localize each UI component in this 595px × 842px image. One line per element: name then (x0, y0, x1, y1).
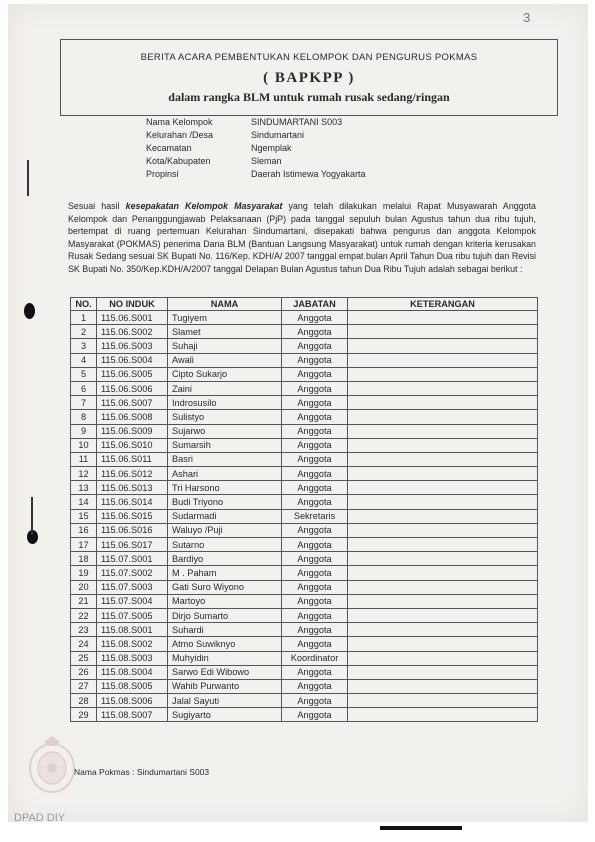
cell-no: 14 (71, 495, 97, 509)
cell-keterangan (348, 339, 538, 353)
cell-jabatan: Anggota (282, 608, 348, 622)
cell-no-induk: 115.08.S004 (97, 665, 168, 679)
table-row (71, 325, 538, 339)
cell-jabatan: Anggota (282, 523, 348, 537)
cell-keterangan (348, 396, 538, 410)
cell-jabatan: Anggota (282, 594, 348, 608)
cell-keterangan (348, 623, 538, 637)
paragraph-text: yang telah dilakukan melalui Rapat Musyawarah Anggota Kelompok dan Penanggungjawab Pelaksanaan (PjP) pada tanggal sepuluh bulan Agustus tahun dua ribu tujuh, bertempat di ruang pertemuan Kelurahan Sindumartani, disepakati bahwa pengurus dan anggota Kelompok Masyarakat (POKMAS) penerima Dana BLM (Bantuan Langsung Masyarakat) untuk rumah dengan kriteria kerusakan Rusak Sedang sesuai SK Bupati No. 116/Kep. KDH/A/ 2007 tanggal empat bulan April Tahun Dua ribu tujuh dan Revisi SK Bupati No. 350/Kep.KDH/A/2007 tanggal Delapan Bulan Agustus tahun Dua Ribu Tujuh adalah sebagai berikut : (68, 201, 536, 274)
cell-jabatan: Anggota (282, 580, 348, 594)
info-value: Daerah Istimewa Yogyakarta (251, 169, 366, 179)
title-line-2: ( BAPKPP ) (263, 70, 355, 86)
table-row (71, 552, 538, 566)
cell-nama: Gati Suro Wiyono (168, 580, 282, 594)
cell-no: 20 (71, 580, 97, 594)
cell-keterangan (348, 424, 538, 438)
cell-nama: Suhaji (168, 339, 282, 353)
cell-no-induk: 115.07.S002 (97, 566, 168, 580)
cell-no: 18 (71, 552, 97, 566)
cell-nama: Awali (168, 353, 282, 367)
cell-no-induk: 115.08.S006 (97, 694, 168, 708)
cell-jabatan: Anggota (282, 381, 348, 395)
cell-no-induk: 115.06.S012 (97, 467, 168, 481)
cell-jabatan: Anggota (282, 396, 348, 410)
cell-jabatan: Anggota (282, 424, 348, 438)
group-info (146, 116, 366, 181)
cell-jabatan: Anggota (282, 566, 348, 580)
cell-nama: Martoyo (168, 594, 282, 608)
table-row (71, 608, 538, 622)
cell-nama: Basri (168, 452, 282, 466)
header-no-induk: NO INDUK (97, 298, 168, 311)
cell-keterangan (348, 353, 538, 367)
cell-no-induk: 115.06.S007 (97, 396, 168, 410)
cell-no: 19 (71, 566, 97, 580)
cell-keterangan (348, 566, 538, 580)
cell-nama: Indrosusilo (168, 396, 282, 410)
cell-no-induk: 115.06.S005 (97, 367, 168, 381)
cell-no-induk: 115.06.S010 (97, 438, 168, 452)
header-no: NO. (71, 298, 97, 311)
punch-hole (24, 303, 35, 319)
table-row (71, 452, 538, 466)
cell-nama: Zaini (168, 381, 282, 395)
cell-jabatan: Anggota (282, 339, 348, 353)
title-box (60, 39, 558, 116)
cell-nama: Wahib Purwanto (168, 679, 282, 693)
cell-no: 2 (71, 325, 97, 339)
info-value: Sleman (251, 156, 282, 166)
cell-no: 16 (71, 523, 97, 537)
cell-jabatan: Anggota (282, 481, 348, 495)
cell-jabatan: Anggota (282, 694, 348, 708)
cell-jabatan: Anggota (282, 708, 348, 722)
cell-no-induk: 115.07.S003 (97, 580, 168, 594)
cell-jabatan: Anggota (282, 467, 348, 481)
info-value: SINDUMARTANI S003 (251, 117, 343, 127)
info-label: Kecamatan (146, 143, 192, 153)
cell-no: 21 (71, 594, 97, 608)
cell-keterangan (348, 580, 538, 594)
cell-nama: Tri Harsono (168, 481, 282, 495)
cell-no: 25 (71, 651, 97, 665)
cell-nama: Sulistyo (168, 410, 282, 424)
cell-keterangan (348, 467, 538, 481)
cell-no-induk: 115.06.S011 (97, 452, 168, 466)
cell-jabatan: Anggota (282, 495, 348, 509)
cell-nama: Sarwo Edi Wibowo (168, 665, 282, 679)
cell-keterangan (348, 509, 538, 523)
table-row (71, 467, 538, 481)
table-row (71, 523, 538, 537)
info-label: Propinsi (146, 169, 179, 179)
cell-jabatan: Anggota (282, 637, 348, 651)
cell-no-induk: 115.06.S006 (97, 381, 168, 395)
members-table (70, 297, 538, 722)
cell-keterangan (348, 679, 538, 693)
cell-no-induk: 115.06.S009 (97, 424, 168, 438)
cell-nama: Slamet (168, 325, 282, 339)
cell-no-induk: 115.06.S008 (97, 410, 168, 424)
cell-keterangan (348, 481, 538, 495)
table-row (71, 594, 538, 608)
cell-no-induk: 115.06.S017 (97, 538, 168, 552)
cell-no: 4 (71, 353, 97, 367)
cell-jabatan: Anggota (282, 552, 348, 566)
cell-keterangan (348, 538, 538, 552)
paragraph-text: Sesuai hasil (68, 201, 126, 211)
cell-no: 15 (71, 509, 97, 523)
cell-jabatan: Anggota (282, 353, 348, 367)
table-header-row (71, 298, 538, 311)
cell-keterangan (348, 552, 538, 566)
cell-nama: Budi Triyono (168, 495, 282, 509)
cell-no-induk: 115.06.S001 (97, 311, 168, 325)
cell-no: 11 (71, 452, 97, 466)
cell-no-induk: 115.08.S002 (97, 637, 168, 651)
cell-nama: Muhyidin (168, 651, 282, 665)
cell-jabatan: Anggota (282, 325, 348, 339)
cell-jabatan: Anggota (282, 452, 348, 466)
info-row (146, 116, 366, 129)
cell-nama: Dirjo Sumarto (168, 608, 282, 622)
header-nama: NAMA (168, 298, 282, 311)
info-value: Ngemplak (251, 143, 292, 153)
cell-no: 5 (71, 367, 97, 381)
info-label: Nama Kelompok (146, 117, 213, 127)
cell-jabatan: Anggota (282, 410, 348, 424)
cell-nama: Suhardi (168, 623, 282, 637)
header-jabatan: JABATAN (282, 298, 348, 311)
cell-no-induk: 115.08.S001 (97, 623, 168, 637)
cell-jabatan: Anggota (282, 679, 348, 693)
cell-jabatan: Anggota (282, 665, 348, 679)
cell-no-induk: 115.08.S007 (97, 708, 168, 722)
table-row (71, 481, 538, 495)
cell-no: 17 (71, 538, 97, 552)
cell-no: 9 (71, 424, 97, 438)
cell-no-induk: 115.07.S001 (97, 552, 168, 566)
table-row (71, 694, 538, 708)
cell-no-induk: 115.08.S005 (97, 679, 168, 693)
cell-keterangan (348, 410, 538, 424)
pokmas-name: Nama Pokmas : Sindumartani S003 (74, 767, 210, 777)
intro-paragraph (68, 200, 536, 276)
margin-mark (31, 497, 33, 535)
cell-keterangan (348, 325, 538, 339)
cell-no: 6 (71, 381, 97, 395)
cell-nama: Tugiyem (168, 311, 282, 325)
cell-nama: Sudarmadi (168, 509, 282, 523)
cell-nama: Bardiyo (168, 552, 282, 566)
table-row (71, 353, 538, 367)
cell-keterangan (348, 594, 538, 608)
info-row (146, 168, 366, 181)
cell-no: 24 (71, 637, 97, 651)
cell-no-induk: 115.06.S004 (97, 353, 168, 367)
cell-no: 29 (71, 708, 97, 722)
table-row (71, 424, 538, 438)
info-row (146, 155, 366, 168)
cell-no-induk: 115.06.S016 (97, 523, 168, 537)
info-value: Sindumartani (251, 130, 305, 140)
cell-keterangan (348, 523, 538, 537)
info-row (146, 129, 366, 142)
cell-no: 27 (71, 679, 97, 693)
cell-no-induk: 115.07.S004 (97, 594, 168, 608)
info-label: Kelurahan /Desa (146, 130, 214, 140)
cell-jabatan: Koordinator (282, 651, 348, 665)
cell-keterangan (348, 694, 538, 708)
cell-no: 13 (71, 481, 97, 495)
cell-keterangan (348, 438, 538, 452)
cell-no: 10 (71, 438, 97, 452)
cell-nama: Jalal Sayuti (168, 694, 282, 708)
cell-keterangan (348, 495, 538, 509)
cell-nama: Waluyo /Puji (168, 523, 282, 537)
table-row (71, 623, 538, 637)
cell-jabatan: Anggota (282, 367, 348, 381)
table-row (71, 708, 538, 722)
table-row (71, 367, 538, 381)
info-row (146, 142, 366, 155)
cell-no: 26 (71, 665, 97, 679)
seal-emblem-icon (26, 734, 78, 796)
table-row (71, 679, 538, 693)
cell-no: 1 (71, 311, 97, 325)
cell-keterangan (348, 311, 538, 325)
title-line-3: dalam rangka BLM untuk rumah rusak sedang/ringan (168, 90, 450, 104)
document-page (8, 4, 588, 822)
table-row (71, 580, 538, 594)
cell-nama: M . Paham (168, 566, 282, 580)
header-keterangan: KETERANGAN (348, 298, 538, 311)
table-row (71, 381, 538, 395)
watermark-text: DPAD DIY (14, 812, 66, 824)
cell-no: 22 (71, 608, 97, 622)
cell-no-induk: 115.06.S014 (97, 495, 168, 509)
bottom-bar (380, 826, 462, 830)
cell-keterangan (348, 651, 538, 665)
table-row (71, 566, 538, 580)
page-number-mark: 3 (523, 10, 531, 25)
cell-jabatan: Sekretaris (282, 509, 348, 523)
table-row (71, 495, 538, 509)
cell-keterangan (348, 708, 538, 722)
table-row (71, 396, 538, 410)
cell-nama: Ashari (168, 467, 282, 481)
cell-no: 28 (71, 694, 97, 708)
cell-keterangan (348, 367, 538, 381)
cell-no-induk: 115.08.S003 (97, 651, 168, 665)
info-label: Kota/Kabupaten (146, 156, 211, 166)
table-row (71, 509, 538, 523)
title-line-1: BERITA ACARA PEMBENTUKAN KELOMPOK DAN PENGURUS POKMAS (140, 52, 478, 63)
cell-no: 12 (71, 467, 97, 481)
cell-nama: Sumarsih (168, 438, 282, 452)
margin-mark (27, 160, 29, 196)
cell-jabatan: Anggota (282, 311, 348, 325)
cell-no: 8 (71, 410, 97, 424)
cell-nama: Sugiyarto (168, 708, 282, 722)
cell-keterangan (348, 637, 538, 651)
cell-no-induk: 115.07.S005 (97, 608, 168, 622)
cell-no: 23 (71, 623, 97, 637)
cell-jabatan: Anggota (282, 538, 348, 552)
table-row (71, 651, 538, 665)
table-row (71, 410, 538, 424)
table-row (71, 311, 538, 325)
cell-keterangan (348, 452, 538, 466)
table-row (71, 339, 538, 353)
cell-no: 7 (71, 396, 97, 410)
cell-keterangan (348, 665, 538, 679)
cell-nama: Atmo Suwiknyo (168, 637, 282, 651)
cell-keterangan (348, 381, 538, 395)
table-row (71, 637, 538, 651)
table-row (71, 538, 538, 552)
cell-no-induk: 115.06.S003 (97, 339, 168, 353)
cell-nama: Cipto Sukarjo (168, 367, 282, 381)
cell-no-induk: 115.06.S015 (97, 509, 168, 523)
cell-keterangan (348, 608, 538, 622)
cell-jabatan: Anggota (282, 623, 348, 637)
table-row (71, 665, 538, 679)
cell-jabatan: Anggota (282, 438, 348, 452)
paragraph-emphasis: kesepakatan Kelompok Masyarakat (125, 201, 283, 211)
table-row (71, 438, 538, 452)
cell-nama: Sujarwo (168, 424, 282, 438)
cell-no: 3 (71, 339, 97, 353)
cell-no-induk: 115.06.S013 (97, 481, 168, 495)
cell-no-induk: 115.06.S002 (97, 325, 168, 339)
cell-nama: Sutarno (168, 538, 282, 552)
